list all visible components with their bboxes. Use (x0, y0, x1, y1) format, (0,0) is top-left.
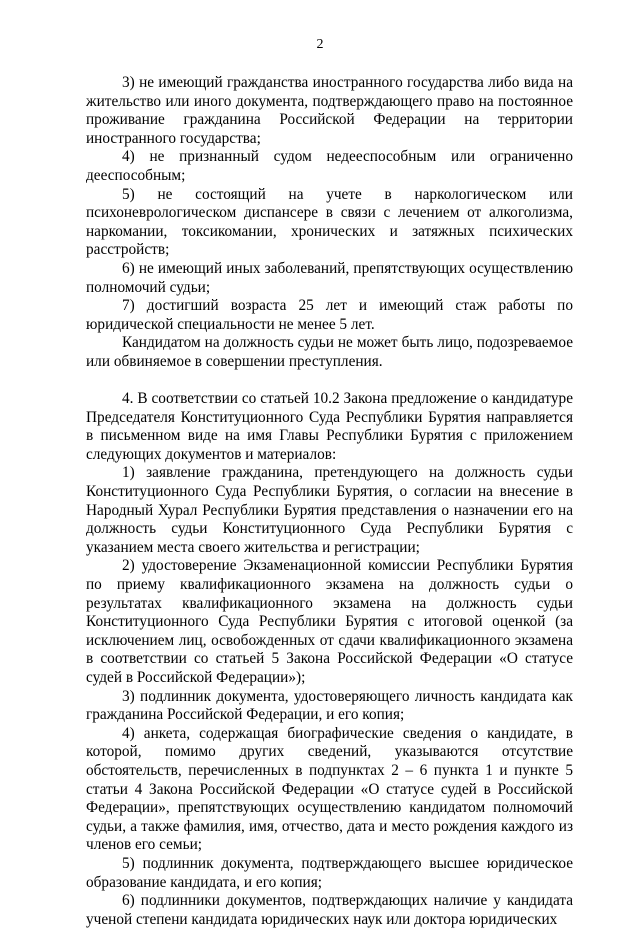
section-4-intro: 4. В соответствии со статьей 10.2 Закона предложение о кандидатуре Председателя Конституционного Суда Республики Бурятия направляется в письменном виде на имя Главы Республики Бурятия с приложением следующих документов и материалов: (86, 390, 573, 463)
requirement-item-5: 5) не состоящий на учете в наркологическом или психоневрологическом диспансере в связи с лечением от алкоголизма, наркомании, токсикомании, хронических и затяжных психических расстройств; (86, 185, 573, 259)
document-item-6: 6) подлинники документов, подтверждающих наличие у кандидата ученой степени кандидата юридических наук или доктора юридических (86, 892, 573, 928)
requirement-item-6: 6) не имеющий иных заболеваний, препятствующих осуществлению полномочий судьи; (86, 259, 573, 296)
document-item-1: 1) заявление гражданина, претендующего на должность судьи Конституционного Суда Республики Бурятия, о согласии на внесение в Народный Хурал Республики Бурятия представления о назначении его на должность судьи Конституционного Суда Республики Бурятия с указанием места своего жительства и регистрации; (86, 464, 573, 556)
document-item-5: 5) подлинник документа, подтверждающего высшее юридическое образование кандидата, и его копия; (86, 854, 573, 891)
requirement-item-3: 3) не имеющий гражданства иностранного государства либо вида на жительство или иного документа, подтверждающего право на постоянное проживание гражданина Российской Федерации на территории иностранного государства; (86, 74, 573, 147)
page-number: 2 (316, 37, 324, 52)
document-item-3: 3) подлинник документа, удостоверяющего личность кандидата как гражданина Российской Федерации, и его копия; (86, 687, 573, 724)
document-body (86, 74, 573, 929)
requirement-item-7: 7) достигший возраста 25 лет и имеющий стаж работы по юридической специальности не менее 5 лет. (86, 297, 573, 333)
exclusion-paragraph: Кандидатом на должность судьи не может быть лицо, подозреваемое или обвиняемое в совершении преступления. (86, 334, 573, 370)
requirement-item-4: 4) не признанный судом недееспособным или ограниченно дееспособным; (86, 148, 573, 184)
document-item-4: 4) анкета, содержащая биографические сведения о кандидате, в которой, помимо других сведений, указываются отсутствие обстоятельств, перечисленных в подпунктах 2 – 6 пункта 1 и пункте 5 статьи 4 Закона Российской Федерации «О статусе судей в Российской Федерации», препятствующих осуществлению кандидатом полномочий судьи, а также фамилия, имя, отчество, дата и место рождения каждого из членов его семьи; (86, 724, 573, 854)
document-item-2: 2) удостоверение Экзаменационной комиссии Республики Бурятия по приему квалификационного экзамена на должность судьи о результатах квалификационного экзамена на должность судьи Конституционного Суда Республики Бурятия с итоговой оценкой (за исключением лиц, освобожденных от сдачи квалификационного экзамена в соответствии со статьей 5 Закона Российской Федерации «О статусе судей в Российской Федерации»); (86, 557, 573, 686)
